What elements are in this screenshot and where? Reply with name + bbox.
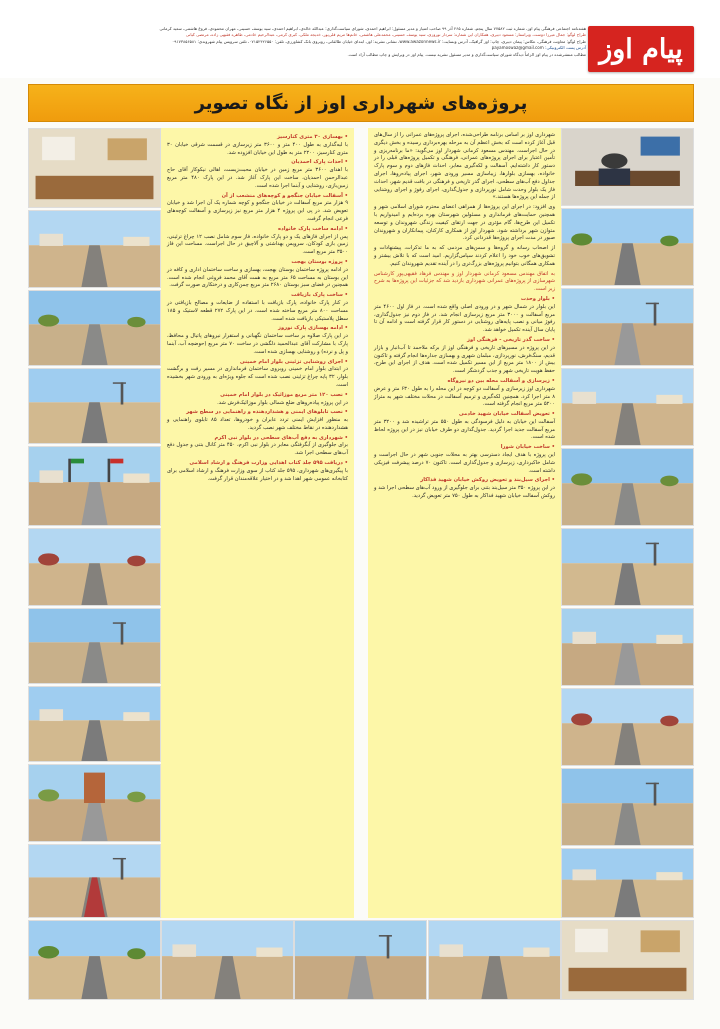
article-left-subheading: • ادامه ساخت پارک خانواده (278, 225, 348, 232)
photo-lamppost-boulevard (561, 848, 694, 918)
article-column-right (368, 128, 561, 918)
article-right-subheading: • زیرسازی و آسفالت محله بین دو نیروگاه (447, 377, 555, 384)
photo-brick-tower (28, 764, 161, 842)
photo-street-buildings (161, 920, 294, 1000)
article-column-left (161, 128, 354, 918)
credits-line-4: مطالب منتشرشده در پیام اوز الزاماً دیدگاه شورای سیاست‌گذاری و مدیر مسئول نشریه نیست. پیام اوز در ویرایش و چاپ مطالب آزاد است. (347, 51, 586, 57)
article-right-paragraph: شهرداری اوز بر اساس برنامه طراحی‌شده، اجرای پروژه‌های عمرانی را از سال‌های قبل آغاز کرده است که بخش اعظم آن به مرحله بهره‌برداری رسیده و بخش دیگری در حال اجراست. مهندس مسعود کرمانی شهردار اوز می‌گوید: «ما برنامه‌ریزی و تأمین اعتبار برای اجرای پروژه‌های عمرانی، فرهنگی و تکمیل پروژه‌های قبلی را در دستور کار داشته‌ایم. آسفالت و لکه‌گیری معابر، احداث فازهای دوم و سوم پارک خانواده، بهسازی بلوارها، زیباسازی مسیر ورودی شهر، اجرای پیاده‌روها، اجرای جداول دفع آب‌های سطحی، اجرای گذر تاریخی و فرهنگی در بافت قدیم شهر، احداث فاز یک بلوار وحدت شامل نورپردازی و جدول‌گذاری، اجرای رفوژ و اجرای روشنایی از جمله این پروژه‌ها هستند.» (374, 132, 555, 201)
photo-guard-booth (28, 128, 161, 208)
article-right-subheading: • اجرای سیل‌بند و تعویض روکش خیابان شهید فداکار (420, 477, 555, 484)
photo-curb-road (561, 288, 694, 366)
credits-line-1: هفته‌نامه اجتماعی فرهنگی پیام اوز، شماره ثبت ۷۷۵۸۲ سال پنجم، شماره ۲۶۵ آذر ۹۹ صاحب امتیاز و مدیر مسئول: ابراهیم احمدی، شورای سیاست‌گذاری: عبدالله خالدی، ابراهیم احمدی، سید یوسف حسینی، مهران محمودی، فروغ هاشمی، سعید کرمانی (159, 26, 586, 31)
article-left-paragraph: ۹ هزار متر مربع آسفالت در خیابان جنگجو و کوچه شماره یک آن اجرا شد و خیابان تعویض شد. در پی این پروژه ۴ هزار متر مربع نیز زیرسازی و آسفالت کوچه‌های فرعی انجام گرفت. (167, 200, 348, 222)
email-address: payamoswaz@gmail.com (491, 45, 544, 51)
photo-road-construction (561, 208, 694, 286)
article-right-paragraph: آسفالت این خیابان به دلیل فرسودگی به طول ۵۵۰ متر تراشیده شد و ۳۲۰۰ متر مربع آسفالت جدید اجرا گردید. جدول‌گذاری دو طرف خیابان نیز در این پروژه لحاظ شده است. (374, 418, 555, 441)
article-right-paragraph: از اصحاب رسانه و گروه‌ها و سمن‌های مردمی که به ما تذکرات، پیشنهادات و تشویق‌های خوب خود را اعلام کردند سپاس‌گزاریم. امید است که با تلاش بیشتر و همکاری همگانی بتوانیم پروژه‌های بزرگ‌تری را در آینده تقدیم شهروندان کنیم. (374, 245, 555, 267)
article-left-subheading: • پروژه بوستان بهجت (291, 258, 348, 265)
photo-fenced-road (561, 528, 694, 606)
photo-dirt-boulevard (561, 368, 694, 446)
article-left-paragraph: در ابتدای بلوار امام خمینی روبروی ساختمان فرمانداری در مسیر رفت و برگشت بلوار، ۳۲ پایه چراغ تزئینی نصب شده است که جلوه ویژه‌ای به ورودی شهر بخشیده است. (167, 366, 348, 388)
article-left-paragraph: با پیگیری‌های شهرداری، ۵۹۵ جلد کتاب از سوی وزارت فرهنگ و ارشاد اسلامی برای کتابخانه عمومی شهر اهدا شد و در اختیار علاقه‌مندان قرار گرفت. (167, 467, 348, 482)
article-right-paragraph: وی افزود: در اجرای این پروژه‌ها از همراهی اعضای محترم شورای اسلامی شهر و همچنین حمایت‌های فرمانداری و مسئولین شهرستان بهره برده‌ایم و امیدواریم با تکمیل این طرح‌ها، گام مؤثری در جهت ارتقای کیفیت زندگی شهروندان و توسعه متوازن شهر برداشته شود. شهردار اوز از همکاری کارکنان، پیمانکاران و شهروندان صبور در مدت اجرای پروژه‌ها قدردانی کرد. (374, 204, 555, 242)
photo-wall-street (561, 688, 694, 766)
credits-line-3: طراح لوگو: معاونت فرهنگی، عکاس: پیمان دبیری، چاپ: اوز گرافیک، آدرس وبسایت: www.awazonnews.ir، نشانی نشریه: اوز، ابتدای خیابان طالقانی، روبروی بانک کشاورزی، تلفن: ۰۷۱۵۲۴۲۶۵۵۰، تلفن سرویس پیام شهروندی: ۰۹۱۷۳۸۵۶۵۸۱ (172, 38, 586, 44)
article-left-subheading: • ادامه بهسازی پارک نوروز (277, 325, 348, 332)
article-right-paragraph: این پروژه با هدف ایجاد دسترسی بهتر به محلات جنوبی شهر در حال اجراست و شامل خاکبرداری، زیرسازی و جدول‌گذاری است. تاکنون ۷۰ درصد پیشرفت فیزیکی داشته است. (374, 452, 555, 474)
article-left-paragraph: در کنار پارک خانواده، پارک بازیافت با استفاده از ضایعات و مصالح بازیافتی در مساحت ۸۰۰ متر مربع ساخته شده است. در این پارک ۲۷۲ قطعه لاستیک و ۱۸۵ سطل پلاستیکی بازیافت شده است. (167, 299, 349, 322)
email-label: آدرس پست الکترونیکی: (545, 45, 586, 51)
photo-office-mayor (561, 128, 694, 206)
article-left-subheading: • بهسازی ۳۰ متری کنارسیز (276, 134, 348, 140)
article-left-paragraph: با لبه‌گذاری به طول ۴۰۰ متر و ۳۶۰۰ متر زیرسازی در قسمت شرقی خیابان ۳۰ متری کنارسیز، ۲۲۰۰ متر به طول این خیابان افزوده شد. (167, 141, 348, 156)
masthead-credits (36, 26, 586, 58)
article-right-subheading: • ساخت خیابان شورا (500, 444, 555, 451)
article-left-subheading: • نصب تابلوهای ایمنی و هشداردهنده و راهنمایی در سطح شهر (186, 409, 348, 416)
article-right-highlight-paragraph: به اتفاق مهندس مسعود کرمانی شهردار اوز و مهندس فرهاد فقیهی‌پور کارشناس شهرسازی از پروژه‌های عمرانی شهرداری بازدید شد که جزئیات این پروژه‌ها به شرح زیر است. (374, 270, 555, 293)
photo-park-fountain (428, 920, 561, 1000)
article-right-subheading: • بلوار وحدت (520, 295, 555, 302)
article-left-paragraph: به منظور افزایش ایمنی تردد عابران و خودروها، تعداد ۸۵ تابلوی راهنمایی و هشداردهنده در نقاط مختلف شهر نصب گردید. (167, 417, 348, 431)
article-left-paragraph: پس از اجرای فازهای یک و دو پارک خانواده، فاز سوم شامل نصب ۱۲ چراغ ترئینی، زمین بازی کودکان، سرویس بهداشتی و آلاچیق در حال اجراست. مساحت این فاز ۳۵۰۰ متر مربع است. (167, 233, 348, 256)
newspaper-logo: پیام اوز (588, 26, 694, 72)
article-left-paragraph: در این پارک صلاوه بر ساخت ساختمان نگهبانی و استقرار نیروهای پاتیال و محافظ، پارک با مشارکت آقای عبدالحمید دلگشی در ساخت ۷۰ متر مربع (حوضچه آب، آبنما و پل و نرده) و روشنایی بهسازی شده است. (167, 333, 348, 355)
photo-palm-median (561, 448, 694, 526)
article-left-subheading: • دریافت ۵۹۵ جلد کتاب اهدایی وزارت فرهنگ و ارشاد اسلامی (189, 460, 348, 467)
photo-graded-road (28, 608, 161, 684)
photo-paved-road-curbs (561, 608, 694, 686)
article-right-subheading: • تعویض آسفالت خیابان شهید خادمی (458, 411, 555, 418)
article-right-subheading: • ساخت گذر تاریخی - فرهنگی اوز (467, 336, 555, 343)
page-title: پروژه‌های شهرداری اوز از نگاه تصویر (194, 92, 528, 114)
photo-flag-monument (28, 446, 161, 526)
article-right-paragraph: در این پروژه در مسیرهای تاریخی و فرهنگی اوز از برکه ملاحمد تا آب‌انبار و بازار قدیم، سنگ‌فرش، نورپردازی، مبلمان شهری و بهسازی جداره‌ها انجام گرفته و تاکنون بیش از ۱۸۰۰ متر مربع از این مسیر تکمیل شده است. هدف از اجرای این طرح، حفظ هویت تاریخی شهر و جذب گردشگر است. (374, 344, 555, 375)
article-left-subheading: • آسفالت خیابان جنگجو و کوچه‌های منشعب از آن (221, 192, 348, 199)
photo-town-road (28, 210, 161, 288)
article-left-paragraph: برای جلوگیری از آبگرفتگی معابر در بلوار نبی اکرم، ۴۵۰ متر کانال بتنی و جدول دفع آب‌های سطحی اجرا شد. (167, 442, 348, 457)
credits-line-2: طراح لوگو: جمال میرزا دوست، ویراستار: مسعود دبیری، همکاران این شماره: سردار نوروزی، سید یوسف حسینی، محمدعلی هاشمی، خانم‌ها مریم قلی‌پور، خدیجه ملکی، کبری کرمی، عبدالرحیم خادمی، طاهره فقیهی زاده، مرتضی کیانی (185, 32, 586, 38)
photo-pavilion (294, 920, 427, 1000)
photo-asphalt-road (28, 686, 161, 762)
article-right-paragraph: این بلوار در شمال شهر و در ورودی اصلی واقع شده است. در فاز اول ۴۶۰۰ متر مربع آسفالت و ۳۰۰۰ متر مربع زیرسازی انجام شد. در فاز دوم نیز جدول‌گذاری، رفوژ میانی و نصب پایه‌های روشنایی در دستور کار قرار گرفته است و ادامه آن تا پایان سال آینده تکمیل خواهد شد. (374, 303, 556, 334)
photo-alley (28, 290, 161, 366)
headline-banner (28, 84, 694, 122)
photo-building-courtyard (28, 920, 161, 1000)
article-left-subheading: • ساخت پارک بازیافت (291, 292, 348, 299)
photo-red-path (28, 844, 161, 918)
photo-desert-road (28, 368, 161, 444)
masthead (0, 0, 720, 78)
photo-lamppost-street (561, 768, 694, 846)
article-left-subheading: • نصب ۱۲۰ متر مربع موزائیک در بلوار امام خمینی (220, 391, 348, 398)
article-left-paragraph: در این پروژه پیاده‌روهای ضلع شمالی بلوار موزائیک‌فرش شد. (217, 399, 348, 406)
article-right-paragraph: در این پروژه ۳۵۰ متر سیل‌بند بتنی برای جلوگیری از ورود آب‌های سطحی اجرا شد و روکش آسفالت خیابان شهید فداکار به طول ۷۵۰ متر تعویض گردید. (374, 485, 555, 500)
photo-dirt-field (28, 528, 161, 606)
article-left-paragraph: با اهدای ۳۶۰۰ متر مربع زمین در خیابان محبت‌زیست، اهالی نیکوکار آقای حاج عبدالرحمن احمدیان، ساخت این پارک آغاز شد. در این پارک ۴۸۰ متر مربع زمین‌بازی، روشنایی و آبنما اجرا شده است. (167, 167, 348, 189)
article-left-subheading: • اجرای روشنایی تزئینی بلوار امام خمینی (239, 358, 348, 365)
article-left-subheading: • احداث پارک احمدیان (291, 159, 348, 166)
photo-reading-room (561, 920, 694, 1000)
article-right-paragraph: شهرداری اوز زیرسازی و آسفالت دو کوچه در این محله را به طول ۶۳۰ متر و عرض ۸ متر اجرا کرد. همچنین لکه‌گیری و ترمیم آسفالت در محلات مختلف شهر به متراژ ۵۲۰۰ متر مربع انجام گرفته است. (374, 385, 555, 408)
article-left-paragraph: در ادامه پروژه ساختمان بوستان بهجت، بهسازی و ساخت ساختمان اداری و کافه در این بوستان به مساحت ۶۵ متر مربع به همت آقای محمد فروغی انجام شده است. همچنین در فضای سبز بوستان ۲۶۸۰ متر مربع چمن‌کاری و درختکاری صورت گرفت. (167, 266, 349, 289)
article-left-subheading: • شهرداری به دفع آب‌های سطحی در بلوار نبی اکرم (214, 434, 348, 441)
